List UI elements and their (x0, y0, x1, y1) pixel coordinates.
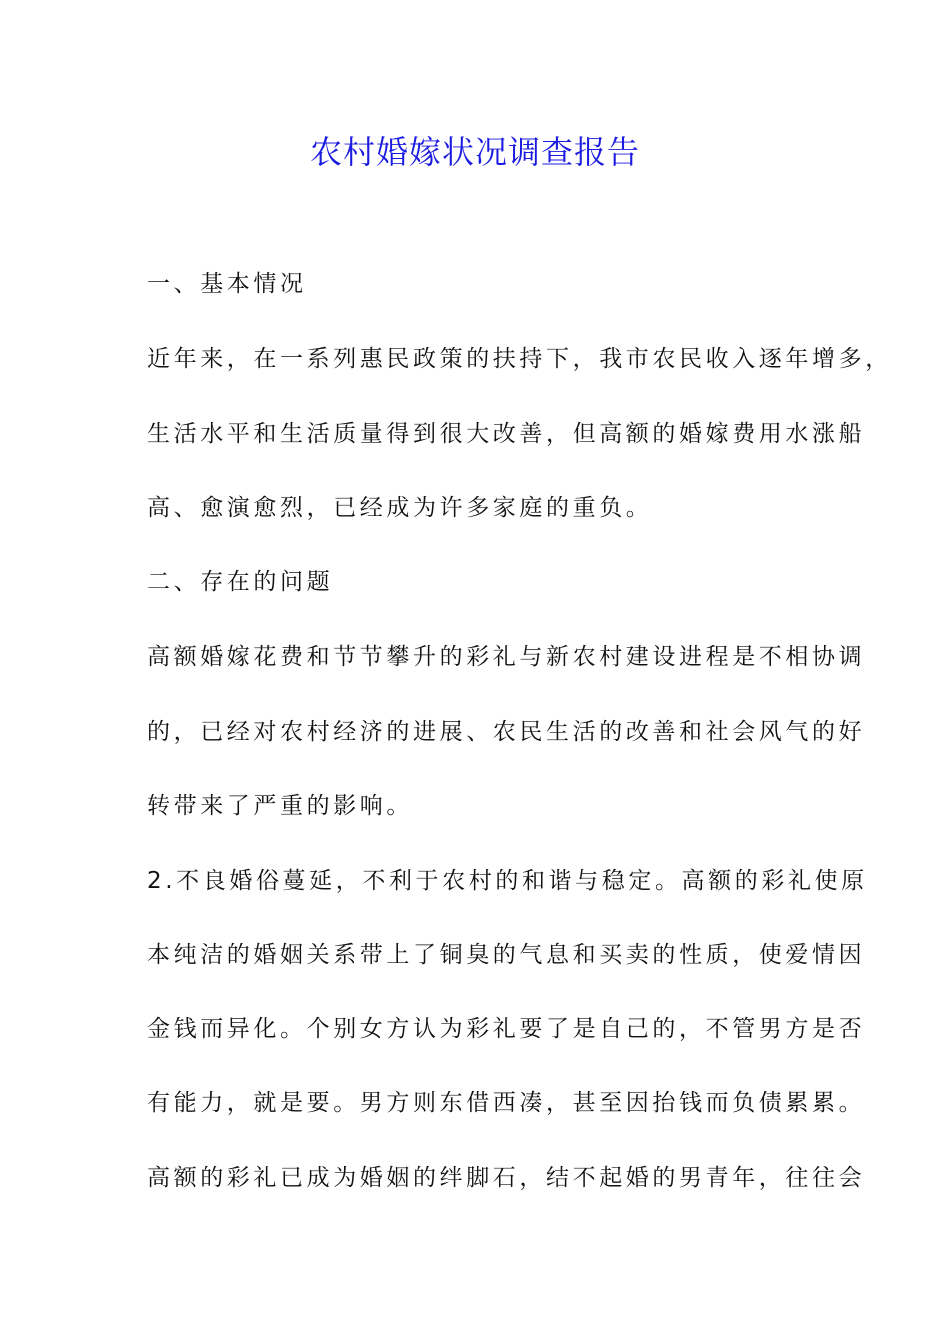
paragraph-line: 的，已经对农村经济的进展、农民生活的改善和社会风气的好 (147, 719, 866, 745)
paragraph-line: 高额婚嫁花费和节节攀升的彩礼与新农村建设进程是不相协调 (147, 644, 866, 670)
paragraph-line: 生活水平和生活质量得到很大改善，但高额的婚嫁费用水涨船 (147, 421, 866, 447)
paragraph-line: 近年来，在一系列惠民政策的扶持下，我市农民收入逐年增多， (147, 346, 892, 372)
paragraph-line: 有能力，就是要。男方则东借西凑，甚至因抬钱而负债累累。 (147, 1090, 866, 1116)
paragraph-line: 高、愈演愈烈，已经成为许多家庭的重负。 (147, 495, 653, 521)
paragraph-line: 转带来了严重的影响。 (147, 793, 413, 819)
paragraph-line: 2.不良婚俗蔓延，不利于农村的和谐与稳定。高额的彩礼使原 (147, 868, 868, 894)
paragraph-line: 高额的彩礼已成为婚姻的绊脚石，结不起婚的男青年，往往会 (147, 1165, 866, 1191)
paragraph-line: 本纯洁的婚姻关系带上了铜臭的气息和买卖的性质，使爱情因 (147, 942, 866, 968)
paragraph-line: 金钱而异化。个别女方认为彩礼要了是自己的，不管男方是否 (147, 1016, 866, 1042)
section-heading-problems: 二、存在的问题 (147, 569, 334, 595)
section-heading-basic: 一、基本情况 (147, 271, 307, 297)
document-title: 农村婚嫁状况调查报告 (309, 133, 640, 171)
